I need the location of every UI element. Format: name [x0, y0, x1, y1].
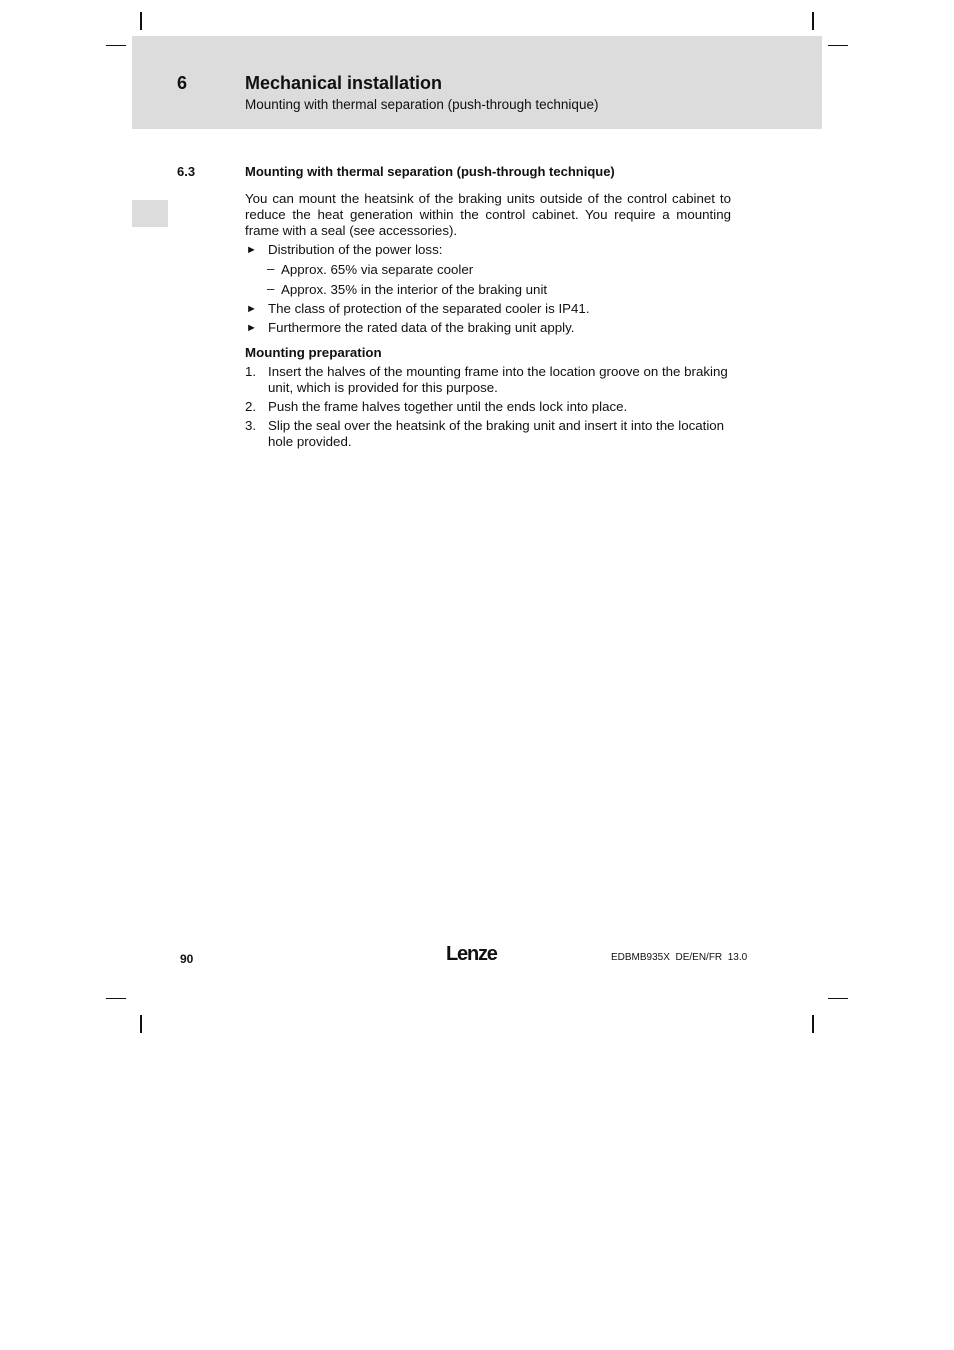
sub-item-text: Approx. 35% in the interior of the braking unit — [281, 282, 548, 297]
page-number: 90 — [180, 952, 194, 966]
step-number: 2. — [245, 399, 257, 414]
section-title: Mounting with thermal separation (push-through technique) — [245, 164, 615, 179]
lenze-logo: Lenze — [446, 943, 497, 965]
sub-list-item — [245, 282, 731, 298]
bullet-arrow-icon: ► — [246, 322, 257, 334]
dash-icon: – — [267, 281, 275, 296]
bullet-text: The class of protection of the separated cooler is IP41. — [268, 301, 590, 316]
bullet-item — [245, 320, 731, 336]
subheading: Mounting preparation — [245, 345, 382, 360]
intro-paragraph: You can mount the heatsink of the braking units outside of the control cabinet to reduce the heat generation within the control cabinet. You require a mounting frame with a seal (see accessories). — [245, 191, 731, 238]
crop-mark — [828, 998, 848, 999]
sub-item-text: Approx. 65% via separate cooler — [281, 262, 474, 277]
step-text: Push the frame halves together until the ends lock into place. — [268, 399, 628, 414]
step-number: 3. — [245, 418, 257, 433]
step-item — [245, 418, 731, 450]
bullet-item — [245, 301, 731, 317]
dash-icon: – — [267, 261, 275, 276]
crop-mark — [106, 45, 126, 46]
step-text: Insert the halves of the mounting frame into the location groove on the braking unit, which is provided for this purpose. — [268, 364, 728, 395]
crop-mark — [828, 45, 848, 46]
section-number: 6.3 — [177, 164, 196, 179]
step-item — [245, 399, 731, 415]
step-text: Slip the seal over the heatsink of the braking unit and insert it into the location hole provided. — [268, 418, 725, 449]
crop-mark — [812, 1015, 814, 1033]
chapter-number: 6 — [177, 73, 188, 93]
chapter-header-band — [132, 36, 822, 129]
section-body — [245, 191, 731, 450]
bullet-arrow-icon: ► — [246, 244, 257, 256]
chapter-subtitle: Mounting with thermal separation (push-through technique) — [245, 97, 599, 112]
step-item — [245, 364, 731, 396]
step-number: 1. — [245, 364, 257, 379]
crop-mark — [812, 12, 814, 30]
crop-mark — [106, 998, 126, 999]
bullet-text: Furthermore the rated data of the braking unit apply. — [268, 320, 575, 335]
bullet-arrow-icon: ► — [246, 303, 257, 315]
bullet-item — [245, 242, 731, 258]
chapter-title: Mechanical installation — [245, 73, 443, 93]
crop-mark — [140, 12, 142, 30]
sub-list-item — [245, 262, 731, 278]
crop-mark — [140, 1015, 142, 1033]
document-code: EDBMB935X DE/EN/FR 13.0 — [611, 952, 748, 963]
chapter-side-tab — [132, 200, 168, 227]
bullet-text: Distribution of the power loss: — [268, 242, 443, 257]
